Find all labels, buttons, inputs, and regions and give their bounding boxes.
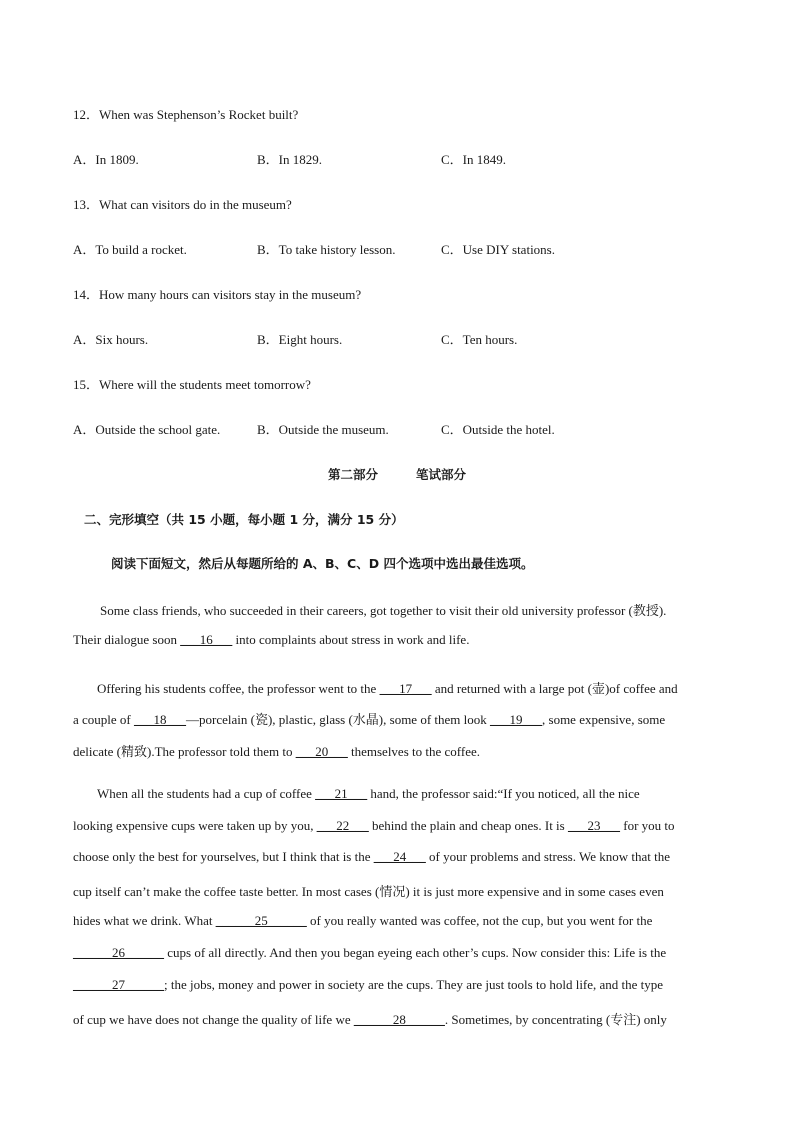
passage-line: Some class friends, who succeeded in their careers, got together to visit their old university professor (教授). xyxy=(100,603,667,618)
blank-27: ______27______ xyxy=(73,977,164,992)
passage-line: a couple of ___18___—porcelain (瓷), plastic, glass (水晶), some of them look ___19___, some expensive, some xyxy=(73,712,666,727)
option-b: B．Eight hours. xyxy=(257,332,343,347)
passage-line: When all the students had a cup of coffee ___21___ hand, the professor said:“If you noticed, all the nice xyxy=(97,786,640,801)
blank-18: ___18___ xyxy=(134,712,187,727)
question-14-stem: 14．How many hours can visitors stay in the museum? xyxy=(73,287,362,302)
option-c: C．Outside the hotel. xyxy=(441,422,555,437)
blank-25: ______25______ xyxy=(215,913,307,928)
section-part: 第二部分 xyxy=(327,467,378,482)
passage-line: Offering his students coffee, the professor went to the ___17___ and returned with a large pot (壶)of coffee and xyxy=(97,681,678,696)
option-b: B．Outside the museum. xyxy=(257,422,389,437)
blank-24: ___24___ xyxy=(373,849,426,864)
blank-26: ______26______ xyxy=(73,945,164,960)
option-b: B．In 1829. xyxy=(257,152,323,167)
option-c: C．In 1849. xyxy=(441,152,507,167)
question-12-stem: 12．When was Stephenson’s Rocket built? xyxy=(73,107,299,122)
option-c: C．Use DIY stations. xyxy=(441,242,555,257)
passage-line: cup itself can’t make the coffee taste better. In most cases (情况) it is just more expensive and in some cases even xyxy=(73,884,664,899)
blank-19: ___19___ xyxy=(490,712,543,727)
blank-20: ___20___ xyxy=(295,744,348,759)
option-a: A．In 1809. xyxy=(73,152,139,167)
blank-16: ___16___ xyxy=(180,632,233,647)
section-title xyxy=(0,465,794,483)
blank-23: ___23___ xyxy=(567,818,620,833)
option-a: A．Six hours. xyxy=(73,332,149,347)
passage-line: of cup we have does not change the quality of life we ______28______. Sometimes, by concentrating (专注) only xyxy=(73,1012,667,1027)
passage-line: Their dialogue soon ___16___ into complaints about stress in work and life. xyxy=(73,632,470,647)
passage-line: choose only the best for yourselves, but I think that is the ___24___ of your problems and stress. We know that the xyxy=(73,849,670,864)
passage-line: ______27______; the jobs, money and power in society are the cups. They are just tools to hold life, and the type xyxy=(73,977,664,992)
option-a: A．Outside the school gate. xyxy=(73,422,221,437)
blank-28: ______28______ xyxy=(353,1012,445,1027)
blank-17: ___17___ xyxy=(379,681,432,696)
question-13-stem: 13．What can visitors do in the museum? xyxy=(73,197,292,212)
option-a: A．To build a rocket. xyxy=(73,242,187,257)
passage-line: hides what we drink. What ______25______ of you really wanted was coffee, not the cup, but you went for the xyxy=(73,913,653,928)
option-b: B．To take history lesson. xyxy=(257,242,396,257)
blank-21: ___21___ xyxy=(315,786,368,801)
cloze-instruction: 阅读下面短文，然后从每题所给的 A、B、C、D 四个选项中选出最佳选项。 xyxy=(111,556,534,571)
section-name: 笔试部分 xyxy=(416,467,467,482)
question-15-stem: 15．Where will the students meet tomorrow? xyxy=(73,377,311,392)
passage-line: delicate (精致).The professor told them to ___20___ themselves to the coffee. xyxy=(73,744,480,759)
blank-22: ___22___ xyxy=(316,818,369,833)
passage-line: ______26______ cups of all directly. And then you began eyeing each other’s cups. Now consider this: Life is the xyxy=(73,945,667,960)
cloze-heading: 二、完形填空（共 15 小题，每小题 1 分，满分 15 分） xyxy=(84,512,404,527)
passage-line: looking expensive cups were taken up by you, ___22___ behind the plain and cheap ones. It is ___23___ for you to xyxy=(73,818,675,833)
option-c: C．Ten hours. xyxy=(441,332,518,347)
